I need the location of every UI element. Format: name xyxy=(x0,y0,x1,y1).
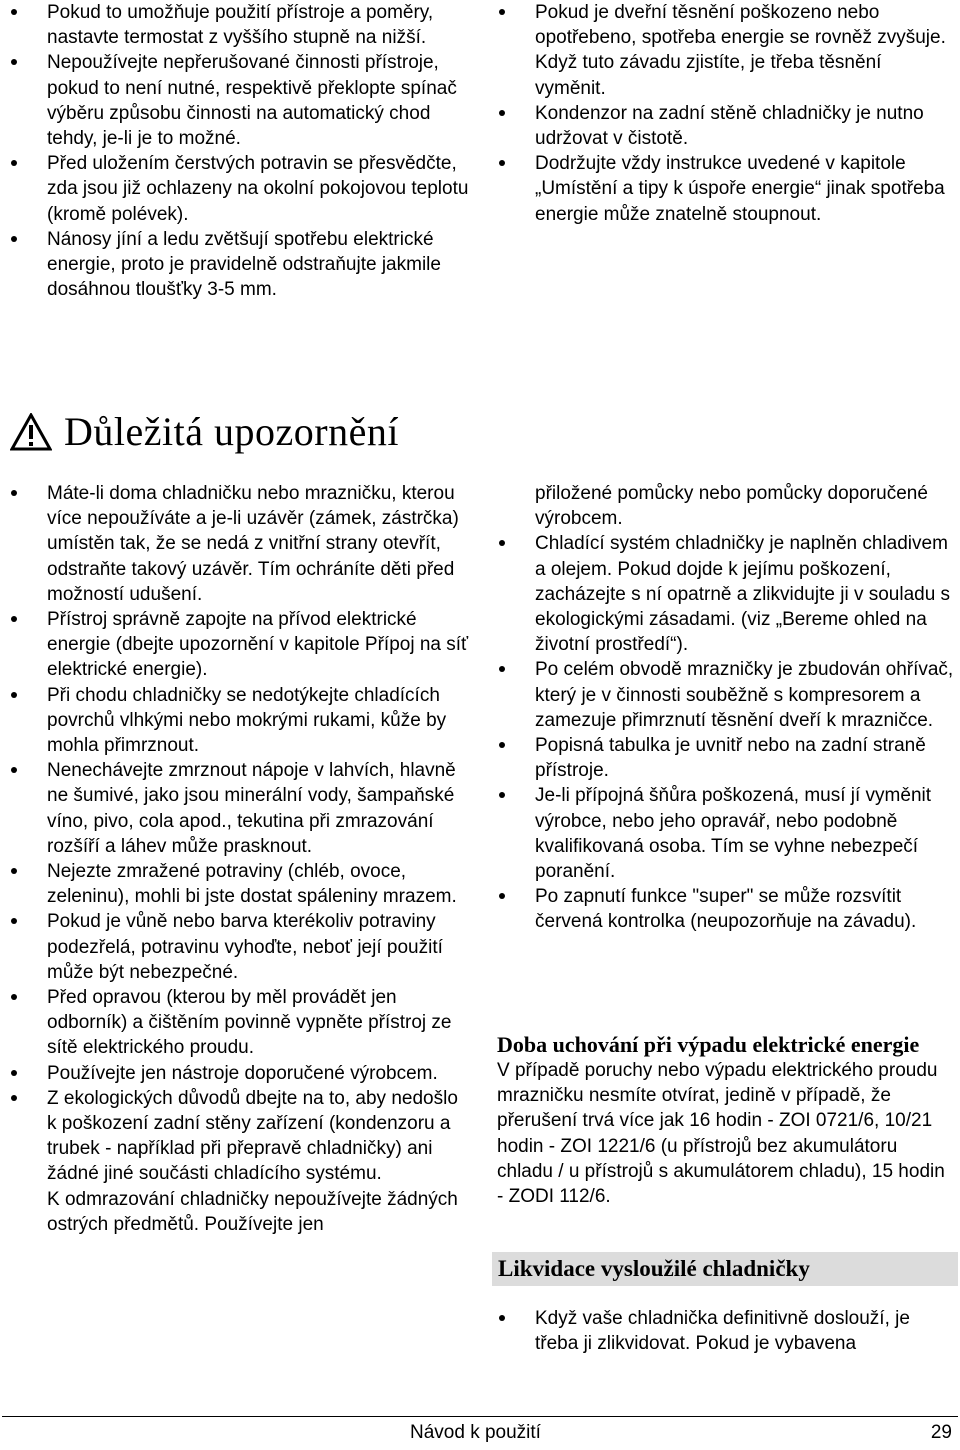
warning-right-column xyxy=(488,481,954,935)
list-item: Před uložením čerstvých potravin se přesvědčte, zda jsou již ochlazeny na okolní pokojovou teplotu (kromě polévek). xyxy=(0,151,470,227)
list-item: Kondenzor na zadní stěně chladničky je nutno udržovat v čistotě. xyxy=(488,101,954,151)
list-item: Máte-li doma chladničku nebo mrazničku, kterou více nepoužíváte a je-li uzávěr (zámek, zástrčka) umístěn tak, že se nedá z vnitřní strany otevřít, odstraňte takový uzávěr. Tím ochráníte děti před možností udušení. xyxy=(0,481,470,607)
list-item: Popisná tabulka je uvnitř nebo na zadní straně přístroje. xyxy=(488,733,954,783)
energy-tips-list-continued xyxy=(488,0,954,227)
power-outage-section xyxy=(497,1031,955,1209)
list-item: Když vaše chladnička definitivně doslouží, je třeba ji zlikvidovat. Pokud je vybavena xyxy=(488,1306,954,1356)
warning-triangle-icon xyxy=(10,413,52,451)
warning-title: Důležitá upozornění xyxy=(64,409,399,454)
list-item: Používejte jen nástroje doporučené výrobcem. xyxy=(0,1061,470,1086)
section-text: V případě poruchy nebo výpadu elektrického proudu mrazničku nesmíte otvírat, jedině v případě, že přerušení trvá více jak 16 hodin - ZOI 0721/6, 10/21 hodin - ZOI 1221/6 (u přístrojů bez akumulátoru chladu / u přístrojů s akumulátorem chladu), 15 hodin - ZODI 112/6. xyxy=(497,1060,945,1208)
section-heading: Doba uchování při výpadu elektrické energie xyxy=(497,1032,920,1057)
list-item: Pokud je vůně nebo barva kterékoliv potraviny podezřelá, potravinu vyhoďte, neboť její použití může být nebezpečné. xyxy=(0,909,470,985)
warning-heading xyxy=(10,408,399,456)
top-right-column xyxy=(488,0,954,227)
list-item: Pokud je dveřní těsnění poškozeno nebo opotřebeno, spotřeba energie se rovněž zvyšuje. Když tuto závadu zjistíte, je třeba těsnění vyměnit. xyxy=(488,0,954,101)
list-item: Po zapnutí funkce "super" se může rozsvítit červená kontrolka (neupozorňuje na závadu). xyxy=(488,884,954,934)
list-item: Před opravou (kterou by měl provádět jen odborník) a čištěním povinně vypněte přístroj ze sítě elektrického proudu. xyxy=(0,985,470,1061)
list-item: Přístroj správně zapojte na přívod elektrické energie (dbejte upozornění v kapitole Přípoj na síť elektrické energie). xyxy=(0,607,470,683)
warning-list-continued xyxy=(488,531,954,934)
disposal-section xyxy=(488,1306,954,1356)
list-item: Z ekologických důvodů dbejte na to, aby nedošlo k poškození zadní stěny zařízení (kondenzoru a trubek - například při přepravě chladničky) ani žádné jiné součásti chladícího systému. xyxy=(0,1086,470,1187)
footer-divider xyxy=(2,1416,958,1417)
defrost-note-continued: přiložené pomůcky nebo pomůcky doporučené výrobcem. xyxy=(535,483,928,530)
disposal-heading: Likvidace vysloužilé chladničky xyxy=(492,1252,958,1286)
warning-list xyxy=(0,481,470,1187)
list-item: Chladící systém chladničky je naplněn chladivem a olejem. Pokud dojde k jejímu poškození, zacházejte s ní opatrně a zlikvidujte ji v souladu s ekologickými zásadami. (viz „Bereme ohled na životní prostředí“). xyxy=(488,531,954,657)
footer-title: Návod k použití xyxy=(410,1422,541,1443)
list-item: Je-li přípojná šňůra poškozená, musí jí vyměnit výrobce, nebo jeho opravář, nebo podobně kvalifikovaná osoba. Tím se vyhne nebezpečí poranění. xyxy=(488,783,954,884)
list-item: Nenechávejte zmrznout nápoje v lahvích, hlavně ne šumivé, jako jsou minerální vody, šampaňské víno, pivo, cola apod., tekutina při zmrazování rozšíří a láhev může prasknout. xyxy=(0,758,470,859)
list-item: Pokud to umožňuje použití přístroje a poměry, nastavte termostat z vyššího stupně na nižší. xyxy=(0,0,470,50)
warning-left-column xyxy=(0,481,470,1237)
list-item: Při chodu chladničky se nedotýkejte chladících povrchů vlhkými nebo mokrými rukami, kůže by mohla přimrznout. xyxy=(0,683,470,759)
top-left-column xyxy=(0,0,470,302)
list-item: Po celém obvodě mrazničky je zbudován ohřívač, který je v činnosti souběžně s kompresorem a zamezuje přimrznutí těsnění dveří k mrazničce. xyxy=(488,657,954,733)
list-item: Nánosy jíní a ledu zvětšují spotřebu elektrické energie, proto je pravidelně odstraňujte jakmile dosáhnou tloušťky 3-5 mm. xyxy=(0,227,470,303)
page-number: 29 xyxy=(930,1422,952,1443)
defrost-note: K odmrazování chladničky nepoužívejte žádných ostrých předmětů. Používejte jen xyxy=(47,1188,458,1235)
list-item: Dodržujte vždy instrukce uvedené v kapitole „Umístění a tipy k úspoře energie“ jinak spotřeba energie může znatelně stoupnout. xyxy=(488,151,954,227)
list-item: Nejezte zmražené potraviny (chléb, ovoce, zeleninu), mohli bi jste dostat spáleniny mrazem. xyxy=(0,859,470,909)
energy-tips-list xyxy=(0,0,470,302)
disposal-list xyxy=(488,1306,954,1356)
list-item: Nepoužívejte nepřerušované činnosti přístroje, pokud to není nutné, respektivě překlopte spínač výběru způsobu činnosti na automatický chod tehdy, je-li je to možné. xyxy=(0,50,470,151)
